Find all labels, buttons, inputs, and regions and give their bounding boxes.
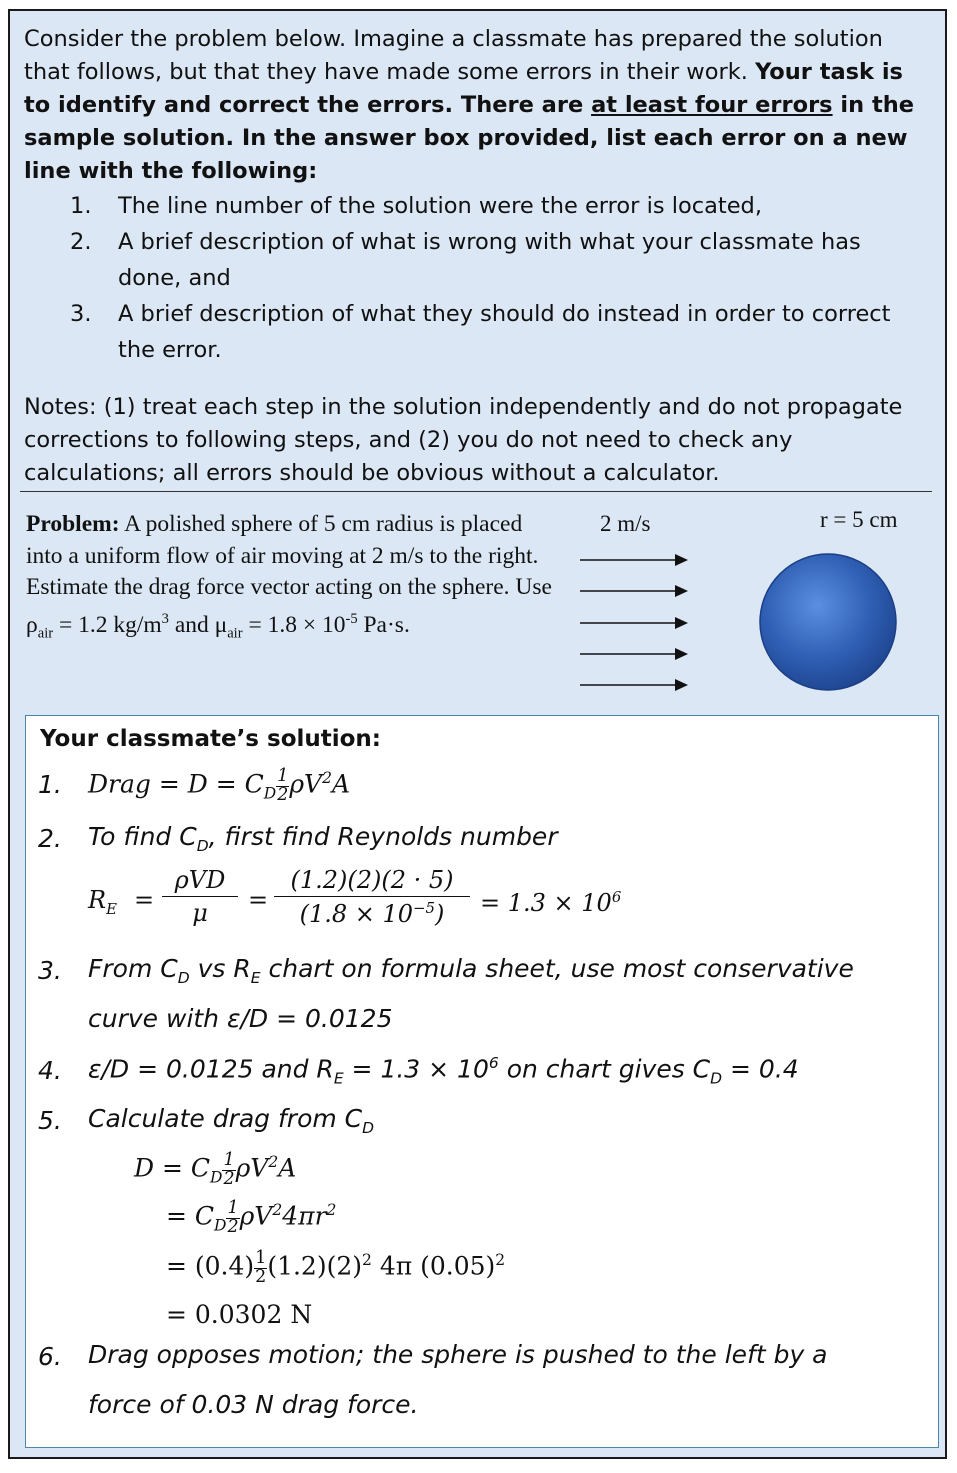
flow-arrows	[580, 554, 688, 691]
frac-num: (1.2)(2)(2 · 5)	[274, 866, 470, 897]
rho-subscript: air	[37, 625, 54, 642]
frac-den	[274, 897, 470, 928]
frac-den: 2	[277, 784, 289, 805]
eq-text: (1.2)(2)	[267, 1251, 362, 1281]
problem-statement	[26, 509, 556, 650]
eq-sub: E	[106, 899, 117, 918]
step-2-text	[88, 822, 558, 855]
step-1-number: 1.	[38, 770, 62, 799]
flow-arrow	[580, 617, 688, 629]
eq-text: ρV	[235, 1153, 269, 1183]
frac-num: 1	[223, 1150, 235, 1170]
eq-sup: 6	[611, 888, 622, 906]
task-text-b: in the sample solution. In the answer box provided, list each error on a new line with the following:	[24, 92, 915, 184]
instruction-step	[24, 188, 924, 224]
flow-diagram	[550, 505, 940, 705]
den-exp: −5	[413, 899, 435, 917]
step-text: A brief description of what is wrong with what your classmate has done, and	[118, 229, 861, 291]
instructions-paragraph	[24, 23, 924, 188]
cube-superscript: 3	[161, 610, 169, 627]
solution-title: Your classmate’s solution:	[40, 726, 382, 752]
frac-num: 1	[227, 1198, 239, 1218]
den-text: (1.8 × 10	[299, 900, 414, 928]
problem-text-a: A polished sphere of 5 cm radius is placed into a uniform flow of air moving at 2 m/s to the right. Estimate the drag force vector acting on the sphere. Use ρ	[26, 511, 552, 638]
frac-num: 1	[277, 766, 289, 786]
eq-sub: D	[263, 784, 277, 803]
classmate-solution-box	[25, 715, 939, 1448]
notes: Notes: (1) treat each step in the solution independently and do not propagate corrections to following steps, and (2) you do not need to check any calculations; all errors should be obvious without a calculator.	[24, 394, 903, 486]
step-number: 2.	[70, 229, 92, 255]
text-sub: D	[196, 837, 209, 855]
eq-sub: D	[210, 1168, 223, 1187]
half-fraction	[222, 1152, 235, 1188]
step-text: The line number of the solution were the error is located,	[118, 193, 762, 219]
text-sup: 6	[488, 1054, 499, 1072]
worksheet-frame	[8, 9, 947, 1459]
problem-label: Problem:	[26, 511, 120, 537]
step-3-line-1	[88, 954, 854, 987]
step-6-line-1: Drag opposes motion; the sphere is pushed to the left by a	[88, 1340, 828, 1369]
eq-text: = (0.4)	[166, 1251, 255, 1281]
eq-text: ρV	[289, 769, 323, 799]
step-3-number: 3.	[38, 956, 62, 985]
instruction-step	[24, 296, 924, 368]
half-fraction	[226, 1200, 239, 1236]
eq-sup: 2	[495, 1251, 506, 1270]
equals-sign: =	[248, 886, 269, 914]
instruction-step	[24, 224, 924, 296]
step-text: From C	[88, 954, 178, 983]
step-text: = 0.4	[722, 1054, 799, 1084]
text-sub: E	[250, 969, 261, 987]
eq-sup: 2	[322, 769, 332, 788]
step-text: on chart gives C	[498, 1054, 711, 1084]
radius-label: r = 5 cm	[820, 507, 898, 532]
instructions-intro-text: Consider the problem below. Imagine a classmate has prepared the solution that follows, but that they have made some errors in their work.	[24, 26, 883, 85]
flow-arrow	[580, 554, 688, 566]
flow-arrow	[580, 648, 688, 660]
re-fraction-2	[274, 866, 470, 928]
velocity-label: 2 m/s	[600, 511, 651, 536]
step-text: To find C	[88, 822, 197, 851]
step-number: 3.	[70, 301, 92, 327]
eq-text: R	[88, 886, 107, 914]
frac-den: 2	[223, 1168, 235, 1189]
drag-line-3	[166, 1250, 505, 1286]
problem-text-d: = 1.8 × 10	[242, 611, 346, 638]
task-emphasis: at least four errors	[591, 92, 833, 118]
instructions	[24, 23, 924, 368]
eq-text: = 1.3 × 10	[480, 889, 612, 917]
problem-text-b: = 1.2 kg/m	[53, 611, 162, 638]
problem-text-e: Pa·s.	[357, 611, 410, 638]
step-text: ε/D = 0.0125 and R	[88, 1054, 334, 1084]
step-4-text	[88, 1054, 799, 1087]
step-1-equation	[88, 768, 350, 804]
re-fraction-1	[162, 866, 238, 927]
step-number: 1.	[70, 193, 92, 219]
task-text-a: Your task is to identify and correct the errors. There are	[24, 59, 903, 118]
drag-line-4: = 0.0302 N	[166, 1300, 313, 1329]
eq-text: A	[278, 1153, 297, 1183]
eq-text: ρV	[239, 1201, 273, 1231]
flow-arrow	[580, 585, 688, 597]
flow-arrow	[580, 679, 688, 691]
sphere	[760, 554, 896, 690]
step-text: vs R	[189, 954, 251, 983]
frac-den: μ	[192, 899, 208, 927]
step-6-number: 6.	[38, 1342, 62, 1371]
eq-sub: D	[214, 1216, 227, 1235]
eq-text: 4π (0.05)	[371, 1251, 496, 1281]
eq-sup: 2	[272, 1201, 283, 1220]
text-sub: D	[362, 1119, 375, 1137]
eq-text: D = C	[134, 1153, 211, 1183]
frac-den: 2	[227, 1216, 239, 1237]
step-2-number: 2.	[38, 824, 62, 853]
den-close: )	[435, 900, 445, 928]
step-text: Calculate drag from C	[88, 1104, 363, 1133]
text-sub: D	[177, 969, 190, 987]
equals-sign: =	[134, 886, 155, 914]
eq-sup: 2	[268, 1153, 279, 1172]
step-5-text	[88, 1104, 374, 1137]
step-text: = 1.3 × 10	[343, 1054, 489, 1084]
mu-subscript: air	[227, 625, 243, 642]
frac-den: 2	[255, 1266, 267, 1287]
re-lhs	[88, 886, 117, 918]
step-4-number: 4.	[38, 1056, 62, 1085]
step-5-number: 5.	[38, 1106, 62, 1135]
frac-num: 1	[255, 1248, 267, 1268]
section-divider	[20, 491, 932, 492]
eq-text: 4πr	[282, 1201, 327, 1231]
eq-sup: 2	[326, 1201, 337, 1220]
eq-text: A	[331, 769, 351, 799]
step-text: A brief description of what they should do instead in order to correct the error.	[118, 301, 891, 363]
problem-text-c: and μ	[168, 611, 228, 638]
step-3-line-2: curve with ε/D = 0.0125	[88, 1004, 393, 1033]
step-6-line-2: force of 0.03 N drag force.	[88, 1390, 419, 1419]
eq-text: Drag = D = C	[88, 769, 264, 799]
step-text: chart on formula sheet, use most conservative	[260, 954, 854, 983]
text-sub: E	[333, 1069, 344, 1088]
flow-figure	[550, 505, 940, 705]
exponent-superscript: -5	[345, 610, 358, 627]
drag-line-2	[166, 1200, 336, 1236]
eq-sup: 2	[362, 1251, 372, 1270]
step-text: , first find Reynolds number	[208, 822, 558, 851]
half-fraction	[254, 1250, 267, 1286]
drag-line-1	[134, 1152, 296, 1188]
instruction-steps	[24, 188, 924, 368]
half-fraction	[276, 768, 289, 804]
re-result	[480, 888, 621, 917]
text-sub: D	[710, 1069, 723, 1088]
eq-text: = C	[166, 1201, 215, 1231]
frac-num: ρVD	[162, 866, 238, 897]
